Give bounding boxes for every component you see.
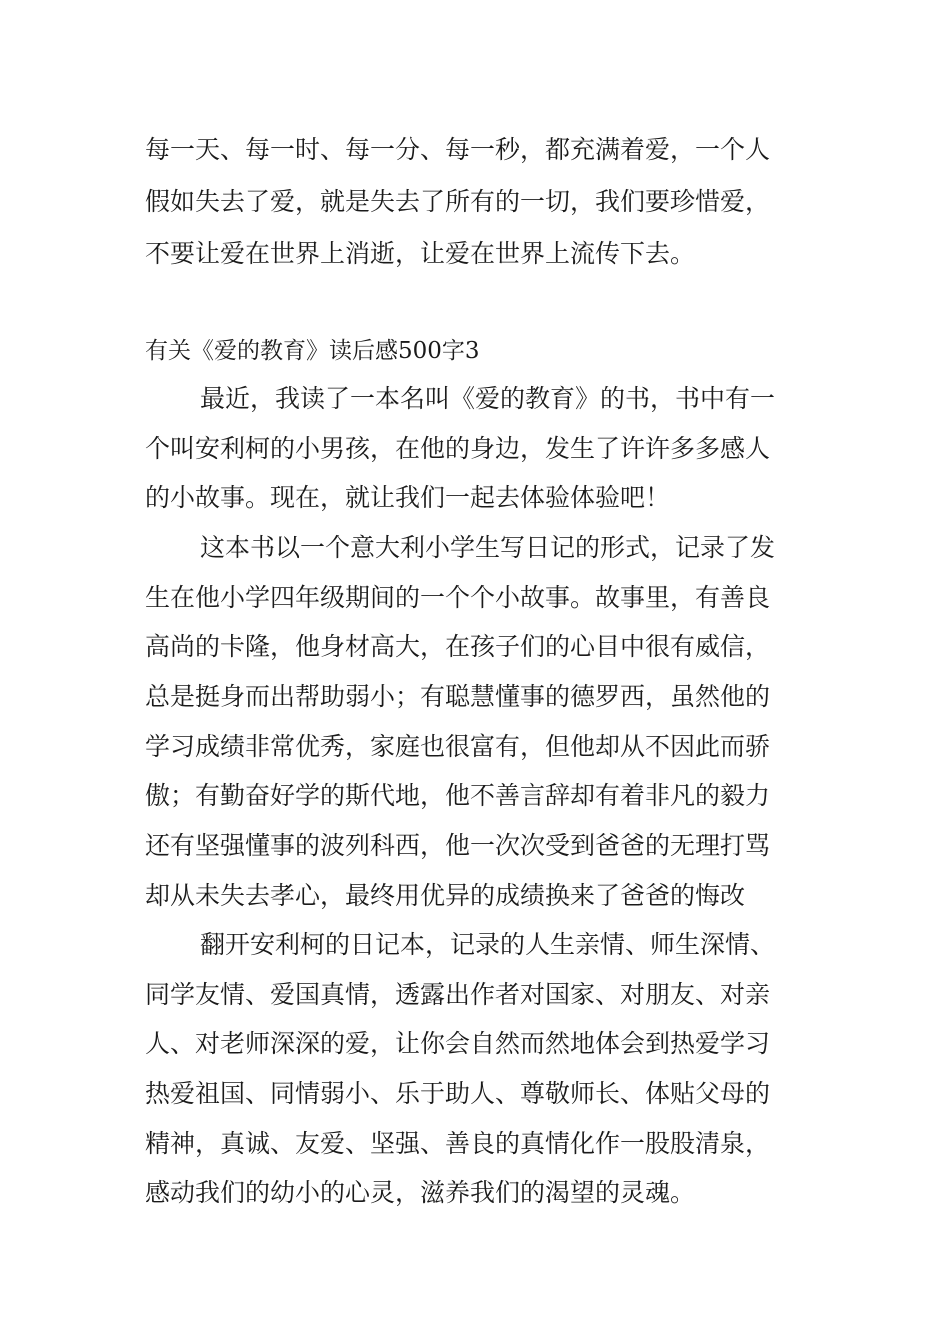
paragraph-line: 傲；有勤奋好学的斯代地，他不善言辞却有着非凡的毅力 bbox=[145, 781, 771, 810]
paragraph-line: 这本书以一个意大利小学生写日记的形式，记录了发 bbox=[200, 533, 776, 562]
paragraph-line: 却从未失去孝心，最终用优异的成绩换来了爸爸的悔改 bbox=[145, 881, 746, 910]
paragraph-line: 生在他小学四年级期间的一个个小故事。故事里，有善良 bbox=[145, 583, 771, 612]
paragraph-line: 高尚的卡隆，他身材高大，在孩子们的心目中很有威信， bbox=[145, 632, 771, 661]
paragraph-line: 热爱祖国、同情弱小、乐于助人、尊敬师长、体贴父母的 bbox=[145, 1079, 771, 1108]
section-title: 有关《爱的教育》读后感500字3 bbox=[145, 338, 480, 364]
paragraph-line: 的小故事。现在，就让我们一起去体验体验吧！ bbox=[145, 483, 671, 512]
paragraph-line: 个叫安利柯的小男孩，在他的身边，发生了许许多多感人 bbox=[145, 434, 771, 463]
paragraph-line: 同学友情、爱国真情，透露出作者对国家、对朋友、对亲 bbox=[145, 980, 771, 1009]
paragraph-line: 学习成绩非常优秀，家庭也很富有，但他却从不因此而骄 bbox=[145, 732, 771, 761]
intro-line: 不要让爱在世界上消逝，让爱在世界上流传下去。 bbox=[145, 239, 696, 268]
paragraph-line: 精神，真诚、友爱、坚强、善良的真情化作一股股清泉， bbox=[145, 1129, 771, 1158]
intro-line: 假如失去了爱，就是失去了所有的一切，我们要珍惜爱， bbox=[145, 187, 771, 216]
paragraph-line: 感动我们的幼小的心灵，滋养我们的渴望的灵魂。 bbox=[145, 1178, 696, 1207]
intro-line: 每一天、每一时、每一分、每一秒，都充满着爱，一个人 bbox=[145, 135, 771, 164]
paragraph-line: 总是挺身而出帮助弱小；有聪慧懂事的德罗西，虽然他的 bbox=[145, 682, 771, 711]
paragraph-line: 还有坚强懂事的波列科西，他一次次受到爸爸的无理打骂 bbox=[145, 831, 771, 860]
paragraph-line: 人、对老师深深的爱，让你会自然而然地体会到热爱学习 bbox=[145, 1029, 771, 1058]
paragraph-line: 最近，我读了一本名叫《爱的教育》的书，书中有一 bbox=[200, 384, 776, 413]
paragraph-line: 翻开安利柯的日记本，记录的人生亲情、师生深情、 bbox=[200, 930, 776, 959]
